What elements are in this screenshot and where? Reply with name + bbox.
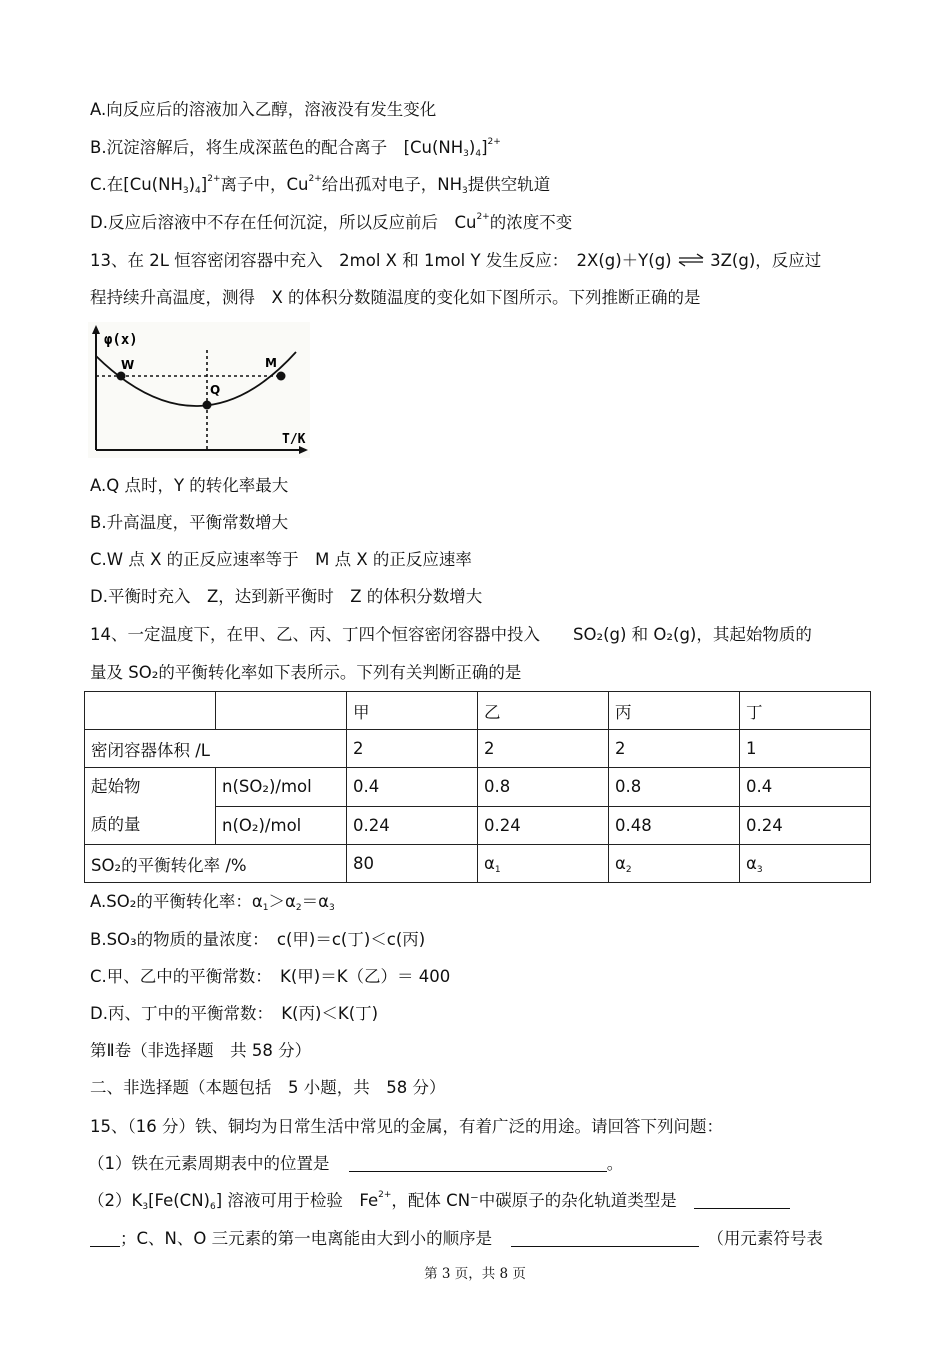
table-cell: 2: [347, 730, 478, 768]
table-cell: 0.24: [347, 806, 478, 845]
table-cell: n(SO₂)/mol: [216, 768, 347, 807]
point-w-label: W: [121, 358, 135, 372]
q14-a-mid2: ＝α: [301, 892, 329, 911]
table-cell: 2: [609, 730, 740, 768]
q12-b-sup: 2+: [487, 137, 501, 147]
point-m-marker: [277, 372, 286, 381]
q12-c-sup2: 2+: [308, 174, 322, 184]
q12-c-sup: 2+: [207, 174, 221, 184]
q15-stem: 15、（16 分）铁、铜均为日常生活中常见的金属，有着广泛的用途。请回答下列问题：: [90, 1117, 723, 1136]
table-group-label: [85, 768, 216, 845]
equilibrium-arrow-icon: [677, 253, 705, 267]
q14-option-c: C.甲、乙中的平衡常数： K(甲)＝K（乙）＝ 400: [90, 967, 451, 986]
q14-stem-line2: 量及 SO₂的平衡转化率如下表所示。下列有关判断正确的是: [90, 663, 522, 682]
q14-data-table: [84, 691, 871, 883]
alpha-sub: 2: [625, 865, 632, 875]
q15-part2: [88, 1190, 790, 1212]
alpha-symbol: α: [484, 854, 495, 873]
q15-p2-sub2: 6: [209, 1202, 216, 1212]
q15-p2-sub: 3: [142, 1202, 149, 1212]
q12-b-sub: 3: [463, 149, 469, 159]
table-cell: [609, 845, 740, 883]
page-footer: 第 3 页，共 8 页: [424, 1266, 526, 1282]
y-axis-label: φ(x): [104, 332, 138, 348]
table-cell: [85, 692, 216, 730]
q13-option-b: B.升高温度，平衡常数增大: [90, 513, 289, 532]
table-cell: [478, 845, 609, 883]
table-cell: 1: [740, 730, 871, 768]
table-row: [85, 845, 871, 883]
alpha-symbol: α: [746, 854, 757, 873]
answer-blank[interactable]: [511, 1228, 699, 1247]
table-cell: 0.24: [478, 806, 609, 845]
q12-d-sup: 2+: [476, 212, 490, 222]
table-cell: 0.4: [740, 768, 871, 807]
q15-p2-mid2: ] 溶液可用于检验 Fe: [215, 1191, 379, 1210]
q12-c-sub3: 3: [462, 186, 468, 196]
q12-c-mid3: 离子中，Cu: [220, 175, 309, 194]
q13-stem-line1: [90, 250, 821, 272]
q13-stem-post: 3Z(g)，反应过: [710, 251, 822, 270]
q15-p1-text: （1）铁在元素周期表中的位置是: [88, 1154, 330, 1173]
q15-p1-post: 。: [606, 1154, 624, 1173]
q13-option-d: D.平衡时充入 Z，达到新平衡时 Z 的体积分数增大: [90, 587, 483, 606]
table-cell: 80: [347, 845, 478, 883]
table-cell: [216, 692, 347, 730]
q12-option-a: A.向反应后的溶液加入乙醇，溶液没有发生变化: [90, 100, 437, 119]
q12-c-mid2: ]: [200, 175, 208, 194]
part2-title: 第Ⅱ卷（非选择题 共 58 分）: [90, 1041, 312, 1060]
table-cell: 丙: [609, 692, 740, 730]
point-m-label: M: [265, 356, 277, 370]
q13-stem-line2: 程持续升高温度，测得 X 的体积分数随温度的变化如下图所示。下列推断正确的是: [90, 288, 701, 307]
q12-b-text: B.沉淀溶解后，将生成深蓝色的配合离子 [Cu(NH: [90, 138, 464, 157]
q12-b-post: ]: [481, 138, 488, 157]
q12-c-sub: 3: [182, 186, 189, 196]
table-cell: 密闭容器体积 /L: [85, 730, 347, 768]
table-cell: SO₂的平衡转化率 /%: [85, 845, 347, 883]
q14-stem-line1: 14、一定温度下，在甲、乙、丙、丁四个恒容密闭容器中投入 SO₂(g) 和 O₂(g)，其起始物质的: [90, 625, 812, 644]
q12-c-sub2: 4: [195, 186, 201, 196]
answer-blank[interactable]: [349, 1153, 607, 1172]
q14-a-text: A.SO₂的平衡转化率：α: [90, 892, 263, 911]
q15-p3-text: ；C、N、O 三元素的第一电离能由大到小的顺序是: [120, 1229, 493, 1248]
q14-a-sub1: 1: [262, 903, 269, 913]
table-cell: 0.8: [478, 768, 609, 807]
q15-p2-text: （2）K: [88, 1191, 143, 1210]
group-label-line1: 起始物: [91, 777, 141, 796]
q12-b-sub2: 4: [475, 149, 482, 159]
q12-c-text: C.在[Cu(NH: [90, 175, 183, 194]
volume-fraction-graph: [88, 322, 310, 458]
q14-a-mid: ＞α: [268, 892, 296, 911]
table-cell: 0.4: [347, 768, 478, 807]
alpha-symbol: α: [615, 854, 626, 873]
q15-p2-mid: [Fe(CN): [148, 1191, 210, 1210]
table-cell: 0.24: [740, 806, 871, 845]
q12-c-mid4: 给出孤对电子，NH: [321, 175, 463, 194]
q12-d-text: D.反应后溶液中不存在任何沉淀，所以反应前后 Cu: [90, 213, 477, 232]
point-w-marker: [117, 372, 126, 381]
alpha-sub: 3: [756, 865, 763, 875]
q13-option-a: A.Q 点时，Y 的转化率最大: [90, 476, 289, 495]
q15-part2-cont: [90, 1228, 823, 1250]
q15-p3-tail: （用元素符号表: [707, 1229, 823, 1248]
table-cell: 0.48: [609, 806, 740, 845]
q12-option-c: [90, 174, 550, 196]
q15-p2-sup: 2+: [378, 1190, 392, 1200]
q15-part1: [88, 1153, 623, 1175]
answer-blank[interactable]: [90, 1228, 120, 1247]
table-cell: [740, 845, 871, 883]
table-row: [85, 768, 871, 807]
point-q-label: Q: [210, 383, 221, 397]
q12-c-mid: ): [188, 175, 196, 194]
part2-section-heading: 二、非选择题（本题包括 5 小题，共 58 分）: [90, 1078, 446, 1097]
q12-d-post: 的浓度不变: [489, 213, 573, 232]
table-cell: 丁: [740, 692, 871, 730]
table-cell: 0.8: [609, 768, 740, 807]
x-axis-label: T/K: [282, 432, 306, 447]
table-cell: 乙: [478, 692, 609, 730]
table-header-row: [85, 692, 871, 730]
q14-option-b: B.SO₃的物质的量浓度： c(甲)＝c(丁)＜c(丙): [90, 930, 426, 949]
q12-option-d: [90, 212, 572, 234]
q14-a-sub3: 3: [328, 903, 335, 913]
q15-p2-post: ，配体 CN⁻中碳原子的杂化轨道类型是: [391, 1191, 677, 1210]
q14-option-d: D.丙、丁中的平衡常数： K(丙)＜K(丁): [90, 1004, 379, 1023]
table-cell: 2: [478, 730, 609, 768]
q13-stem-pre: 13、在 2L 恒容密闭容器中充入 2mol X 和 1mol Y 发生反应： 2X(g)＋Y(g): [90, 251, 672, 270]
q12-b-mid: ): [468, 138, 476, 157]
q14-a-sub2: 2: [295, 903, 302, 913]
q14-option-a: [90, 891, 335, 913]
alpha-sub: 1: [494, 865, 501, 875]
group-label-line2: 质的量: [91, 815, 141, 834]
table-cell: 甲: [347, 692, 478, 730]
table-cell: n(O₂)/mol: [216, 806, 347, 845]
answer-blank[interactable]: [694, 1190, 790, 1209]
q13-option-c: C.W 点 X 的正反应速率等于 M 点 X 的正反应速率: [90, 550, 472, 569]
table-row: [85, 730, 871, 768]
q12-c-post: 提供空轨道: [467, 175, 551, 194]
q12-option-b: [90, 137, 501, 159]
point-q-marker: [203, 401, 212, 410]
